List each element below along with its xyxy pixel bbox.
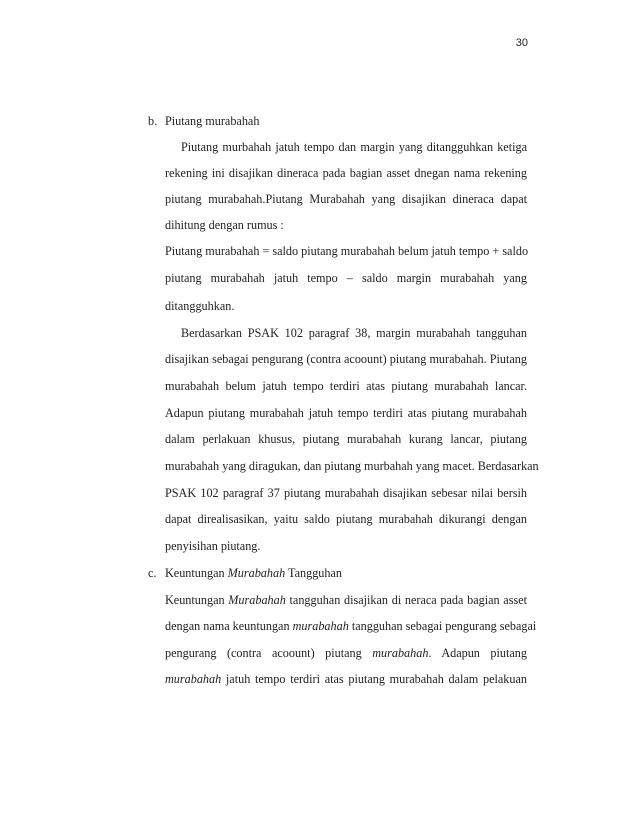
formula-line: Piutang murabahah = saldo piutang murabahah belum jatuh tempo + saldo (165, 244, 529, 258)
paragraph-line (165, 671, 527, 687)
text-run: pengurang (contra acoount) piutang (165, 646, 373, 660)
paragraph-line: penyisihan piutang. (165, 539, 261, 553)
paragraph-line: Piutang murbahah jatuh tempo dan margin yang ditangguhkan ketiga (181, 140, 527, 154)
section-b-heading (148, 113, 259, 129)
section-c-title-italic: Murabahah (227, 566, 286, 580)
paragraph-line: murabahah belum jatuh tempo terdiri atas piutang murabahah lancar. (165, 379, 527, 393)
paragraph-line: piutang murabahah.Piutang Murabahah yang disajikan dineraca dapat (165, 192, 527, 206)
paragraph-line: Adapun piutang murabahah jatuh tempo terdiri atas piutang murabahah (165, 406, 527, 420)
text-run: jatuh tempo terdiri atas piutang murabahah dalam pelakuan (221, 672, 527, 686)
text-run: tangguhan sebagai pengurang sebagai (348, 619, 537, 633)
text-run-italic: murabahah (372, 646, 429, 660)
paragraph-line: dihitung dengan rumus : (165, 218, 284, 232)
text-run: tangguhan disajikan di neraca pada bagian asset (285, 593, 527, 607)
formula-line: ditangguhkan. (165, 299, 235, 313)
paragraph-line: dapat direalisasikan, yaitu saldo piutang murabahah dikurangi dengan (165, 512, 527, 526)
paragraph-line (165, 645, 527, 661)
section-c-title-post: Tangguhan (285, 566, 342, 580)
paragraph-line: rekening ini disajikan dineraca pada bagian asset dnegan nama rekening (165, 166, 527, 180)
section-c-title-pre: Keuntungan (165, 566, 228, 580)
section-b-marker: b. (148, 114, 158, 128)
paragraph-line: dalam perlakuan khusus, piutang murabahah kurang lancar, piutang (165, 432, 527, 446)
text-run-italic: Murabahah (228, 593, 286, 607)
text-run-italic: murabahah (165, 672, 222, 686)
section-c-heading (148, 565, 342, 581)
section-b-title: Piutang murabahah (165, 114, 260, 128)
text-run-italic: murabahah (292, 619, 349, 633)
paragraph-line: PSAK 102 paragraf 37 piutang murabahah disajikan sebesar nilai bersih (165, 486, 527, 500)
text-run: . Adapun piutang (428, 646, 527, 660)
paragraph-line: Berdasarkan PSAK 102 paragraf 38, margin murabahah tangguhan (181, 326, 527, 340)
paragraph-line: disajikan sebagai pengurang (contra acoount) piutang murabahah. Piutang (165, 352, 527, 366)
text-run: dengan nama keuntungan (165, 619, 293, 633)
paragraph-line (165, 618, 537, 634)
paragraph-line: murabahah yang diragukan, dan piutang murbahah yang macet. Berdasarkan (165, 459, 539, 473)
text-run: Keuntungan (165, 593, 229, 607)
formula-line: piutang murabahah jatuh tempo – saldo margin murabahah yang (165, 271, 527, 285)
page-number: 30 (515, 37, 528, 49)
section-c-marker: c. (148, 566, 157, 580)
paragraph-line (165, 592, 527, 608)
